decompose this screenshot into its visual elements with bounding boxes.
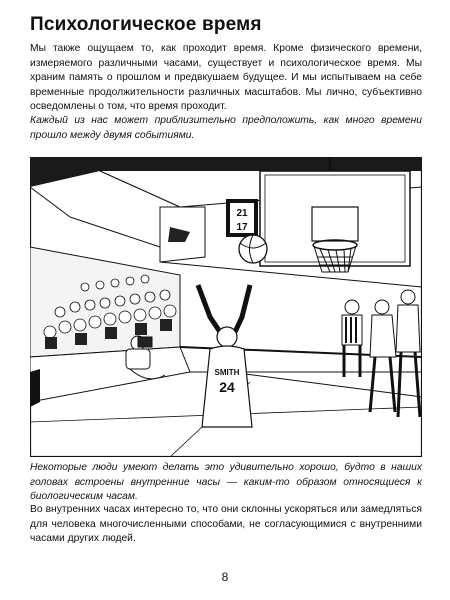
backboard bbox=[260, 171, 410, 266]
paragraph-italic-internal-clock: Некоторые люди умеют делать это удивительно хорошо, будто в наших головах встроены внутренние часы — каким-то образом относящиеся к биологическим часам. bbox=[30, 462, 422, 503]
scoreboard bbox=[226, 199, 258, 237]
scoreboard-top-value: 21 bbox=[236, 208, 248, 219]
page-title: Психологическое время bbox=[30, 14, 262, 35]
jersey-name: SMITH bbox=[214, 368, 240, 377]
paragraph-italic-estimate: Каждый из нас может приблизительно предположить, как много времени прошло между двумя событиями. bbox=[30, 115, 422, 141]
paragraph-internal-clock-speed: Во внутренних часах интересно то, что они склонны ускоряться или замедляться для человека многочисленными способами, не согласующимися с внутренними часами других людей. bbox=[30, 504, 422, 545]
scoreboard-bottom-value: 17 bbox=[236, 222, 248, 233]
basketball-illustration bbox=[30, 157, 422, 457]
page-number: 8 bbox=[221, 570, 229, 584]
basketball bbox=[239, 235, 267, 263]
jersey-number: 24 bbox=[219, 379, 235, 395]
paragraph-intro: Мы также ощущаем то, как проходит время. Кроме физического времени, измеряемого различными часами, существует и психологическое время. Мы храним память о прошлом и предвкушаем будущее. И мы испытываем на себе временные продолжительности различных масштабов. Мы лично, субъективно осведомлены о том, что время проходит. bbox=[30, 43, 422, 113]
